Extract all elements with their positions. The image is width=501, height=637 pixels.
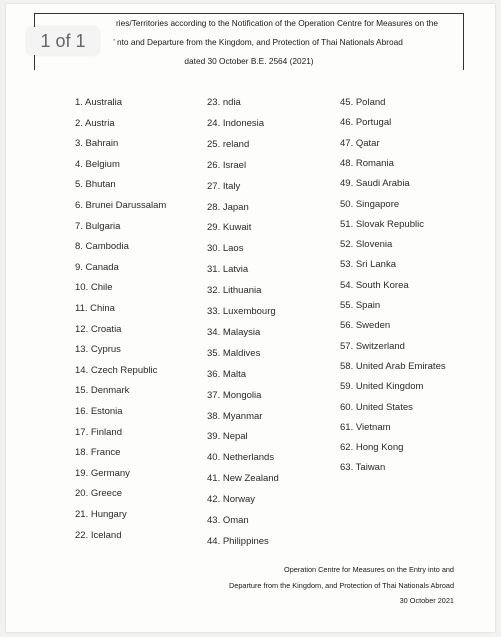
footer-line-3: 30 October 2021 bbox=[399, 596, 454, 605]
country-item: 22. Iceland bbox=[75, 529, 122, 541]
header-line-3: dated 30 October B.E. 2564 (2021) bbox=[184, 56, 314, 66]
country-item: 18. France bbox=[75, 447, 121, 459]
country-item: 62. Hong Kong bbox=[340, 442, 404, 454]
country-item: 3. Bahrain bbox=[75, 138, 119, 150]
country-item: 11. China bbox=[75, 303, 115, 314]
country-item: 39. Nepal bbox=[207, 431, 248, 443]
header-line-2: ’ nto and Departure from the Kingdom, and Protection of Thai Nationals Abroad bbox=[113, 37, 403, 47]
country-item: 48. Romania bbox=[340, 157, 394, 169]
country-item: 59. United Kingdom bbox=[340, 381, 424, 393]
country-item: 34. Malaysia bbox=[207, 326, 261, 338]
country-item: 50. Singapore bbox=[340, 198, 400, 210]
country-item: 28. Japan bbox=[207, 201, 249, 213]
country-item: 56. Sweden bbox=[340, 320, 391, 332]
country-item: 54. South Korea bbox=[340, 279, 409, 291]
country-item: 46. Portugal bbox=[340, 117, 392, 129]
country-item: 63. Taiwan bbox=[340, 462, 386, 474]
footer-line-2: Departure from the Kingdom, and Protection of Thai Nationals Abroad bbox=[229, 581, 454, 590]
country-item: 33. Luxembourg bbox=[207, 306, 276, 317]
page-indicator: 1 of 1 bbox=[27, 27, 99, 55]
country-item: 42. Norway bbox=[207, 494, 256, 506]
country-item: 38. Myanmar bbox=[207, 410, 263, 422]
country-item: 16. Estonia bbox=[75, 406, 123, 417]
country-item: 21. Hungary bbox=[75, 509, 127, 520]
country-item: 61. Vietnam bbox=[340, 421, 391, 433]
country-item: 47. Qatar bbox=[340, 137, 380, 149]
country-item: 6. Brunei Darussalam bbox=[75, 200, 167, 211]
country-item: 19. Germany bbox=[75, 467, 130, 479]
country-item: 31. Latvia bbox=[207, 264, 249, 276]
country-item: 5. Bhutan bbox=[75, 179, 116, 191]
country-item: 36. Malta bbox=[207, 368, 247, 380]
country-item: 2. Austria bbox=[75, 117, 115, 129]
country-item: 40. Netherlands bbox=[207, 452, 275, 464]
country-item: 27. Italy bbox=[207, 180, 241, 192]
country-item: 37. Mongolia bbox=[207, 389, 262, 401]
country-item: 20. Greece bbox=[75, 488, 122, 500]
country-item: 8. Cambodia bbox=[75, 241, 129, 253]
country-item: 17. Finland bbox=[75, 426, 123, 438]
country-item: 32. Lithuania bbox=[207, 285, 262, 297]
country-item: 1. Australia bbox=[75, 97, 122, 108]
country-item: 41. New Zealand bbox=[207, 473, 279, 485]
country-item: 29. Kuwait bbox=[207, 222, 252, 234]
country-item: 49. Saudi Arabia bbox=[340, 178, 410, 190]
country-item: 23. ndia bbox=[207, 97, 241, 108]
country-item: 25. reland bbox=[207, 138, 250, 150]
country-item: 57. Switzerland bbox=[340, 340, 405, 352]
country-item: 7. Bulgaria bbox=[75, 220, 121, 232]
country-item: 10. Chile bbox=[75, 282, 113, 294]
country-item: 44. Philippines bbox=[207, 535, 269, 547]
country-item: 52. Slovenia bbox=[340, 239, 393, 251]
country-item: 55. Spain bbox=[340, 300, 381, 311]
country-item: 26. Israel bbox=[207, 159, 247, 171]
footer-line-1: Operation Centre for Measures on the Entry into and bbox=[284, 565, 454, 574]
country-item: 30. Laos bbox=[207, 243, 244, 255]
country-item: 51. Slovak Republic bbox=[340, 218, 424, 230]
country-item: 24. Indonesia bbox=[207, 117, 265, 129]
country-item: 14. Czech Republic bbox=[75, 364, 158, 376]
country-item: 58. United Arab Emirates bbox=[340, 360, 446, 372]
country-item: 15. Denmark bbox=[75, 385, 130, 397]
country-item: 12. Croatia bbox=[75, 323, 122, 335]
country-item: 35. Maldives bbox=[207, 347, 261, 359]
country-item: 9. Canada bbox=[75, 261, 119, 273]
country-item: 60. United States bbox=[340, 401, 413, 413]
country-item: 45. Poland bbox=[340, 97, 386, 108]
country-item: 53. Sri Lanka bbox=[340, 259, 396, 271]
country-item: 43. Oman bbox=[207, 515, 249, 526]
country-item: 4. Belgium bbox=[75, 158, 120, 170]
country-item: 13. Cyprus bbox=[75, 344, 121, 356]
header-corner bbox=[34, 63, 41, 69]
header-line-1: ries/Territories according to the Notification of the Operation Centre for Measures on the bbox=[116, 18, 438, 28]
